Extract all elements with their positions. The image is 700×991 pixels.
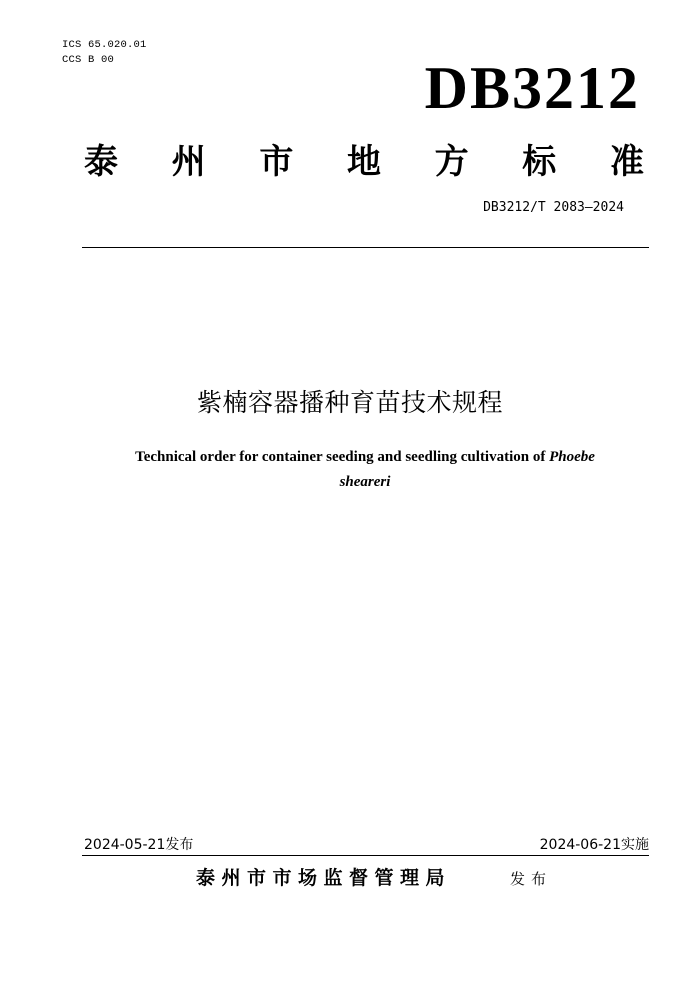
standard-type-char: 标 bbox=[522, 142, 557, 182]
standard-type-char: 州 bbox=[171, 142, 206, 182]
ccs-code: CCS B 00 bbox=[62, 54, 115, 66]
standard-type-char: 泰 bbox=[84, 142, 118, 182]
publish-label: 发布 bbox=[165, 837, 194, 853]
issue-action: 发布 bbox=[510, 870, 553, 888]
implement-label: 实施 bbox=[621, 837, 649, 853]
ics-code: ICS 65.020.01 bbox=[62, 39, 147, 51]
issuing-authority: 泰州市市场监督管理局 bbox=[196, 867, 452, 889]
publish-date: 2024-05-21 bbox=[84, 837, 166, 853]
date-row bbox=[84, 835, 649, 855]
classification-codes bbox=[62, 38, 147, 68]
standard-type-char: 方 bbox=[434, 142, 469, 182]
implement-date-group bbox=[540, 835, 649, 855]
publish-date-group bbox=[84, 835, 193, 855]
title-english-species-genus: Phoebe bbox=[549, 449, 595, 465]
title-english bbox=[95, 445, 635, 495]
standard-type-char: 市 bbox=[259, 142, 294, 182]
title-english-main: Technical order for container seeding and seedling cultivation of bbox=[135, 449, 550, 465]
title-chinese: 紫楠容器播种育苗技术规程 bbox=[196, 388, 503, 417]
bottom-divider bbox=[82, 855, 649, 856]
standard-type-char: 准 bbox=[609, 142, 644, 182]
implement-date: 2024-06-21 bbox=[539, 837, 621, 853]
title-english-species-epithet: sheareri bbox=[339, 474, 391, 490]
standard-type-heading bbox=[84, 139, 644, 185]
standard-number: DB3212/T 2083—2024 bbox=[483, 200, 624, 215]
standard-code-heading: DB3212 bbox=[424, 55, 640, 121]
top-divider bbox=[82, 247, 649, 248]
standard-type-char: 地 bbox=[346, 142, 381, 182]
